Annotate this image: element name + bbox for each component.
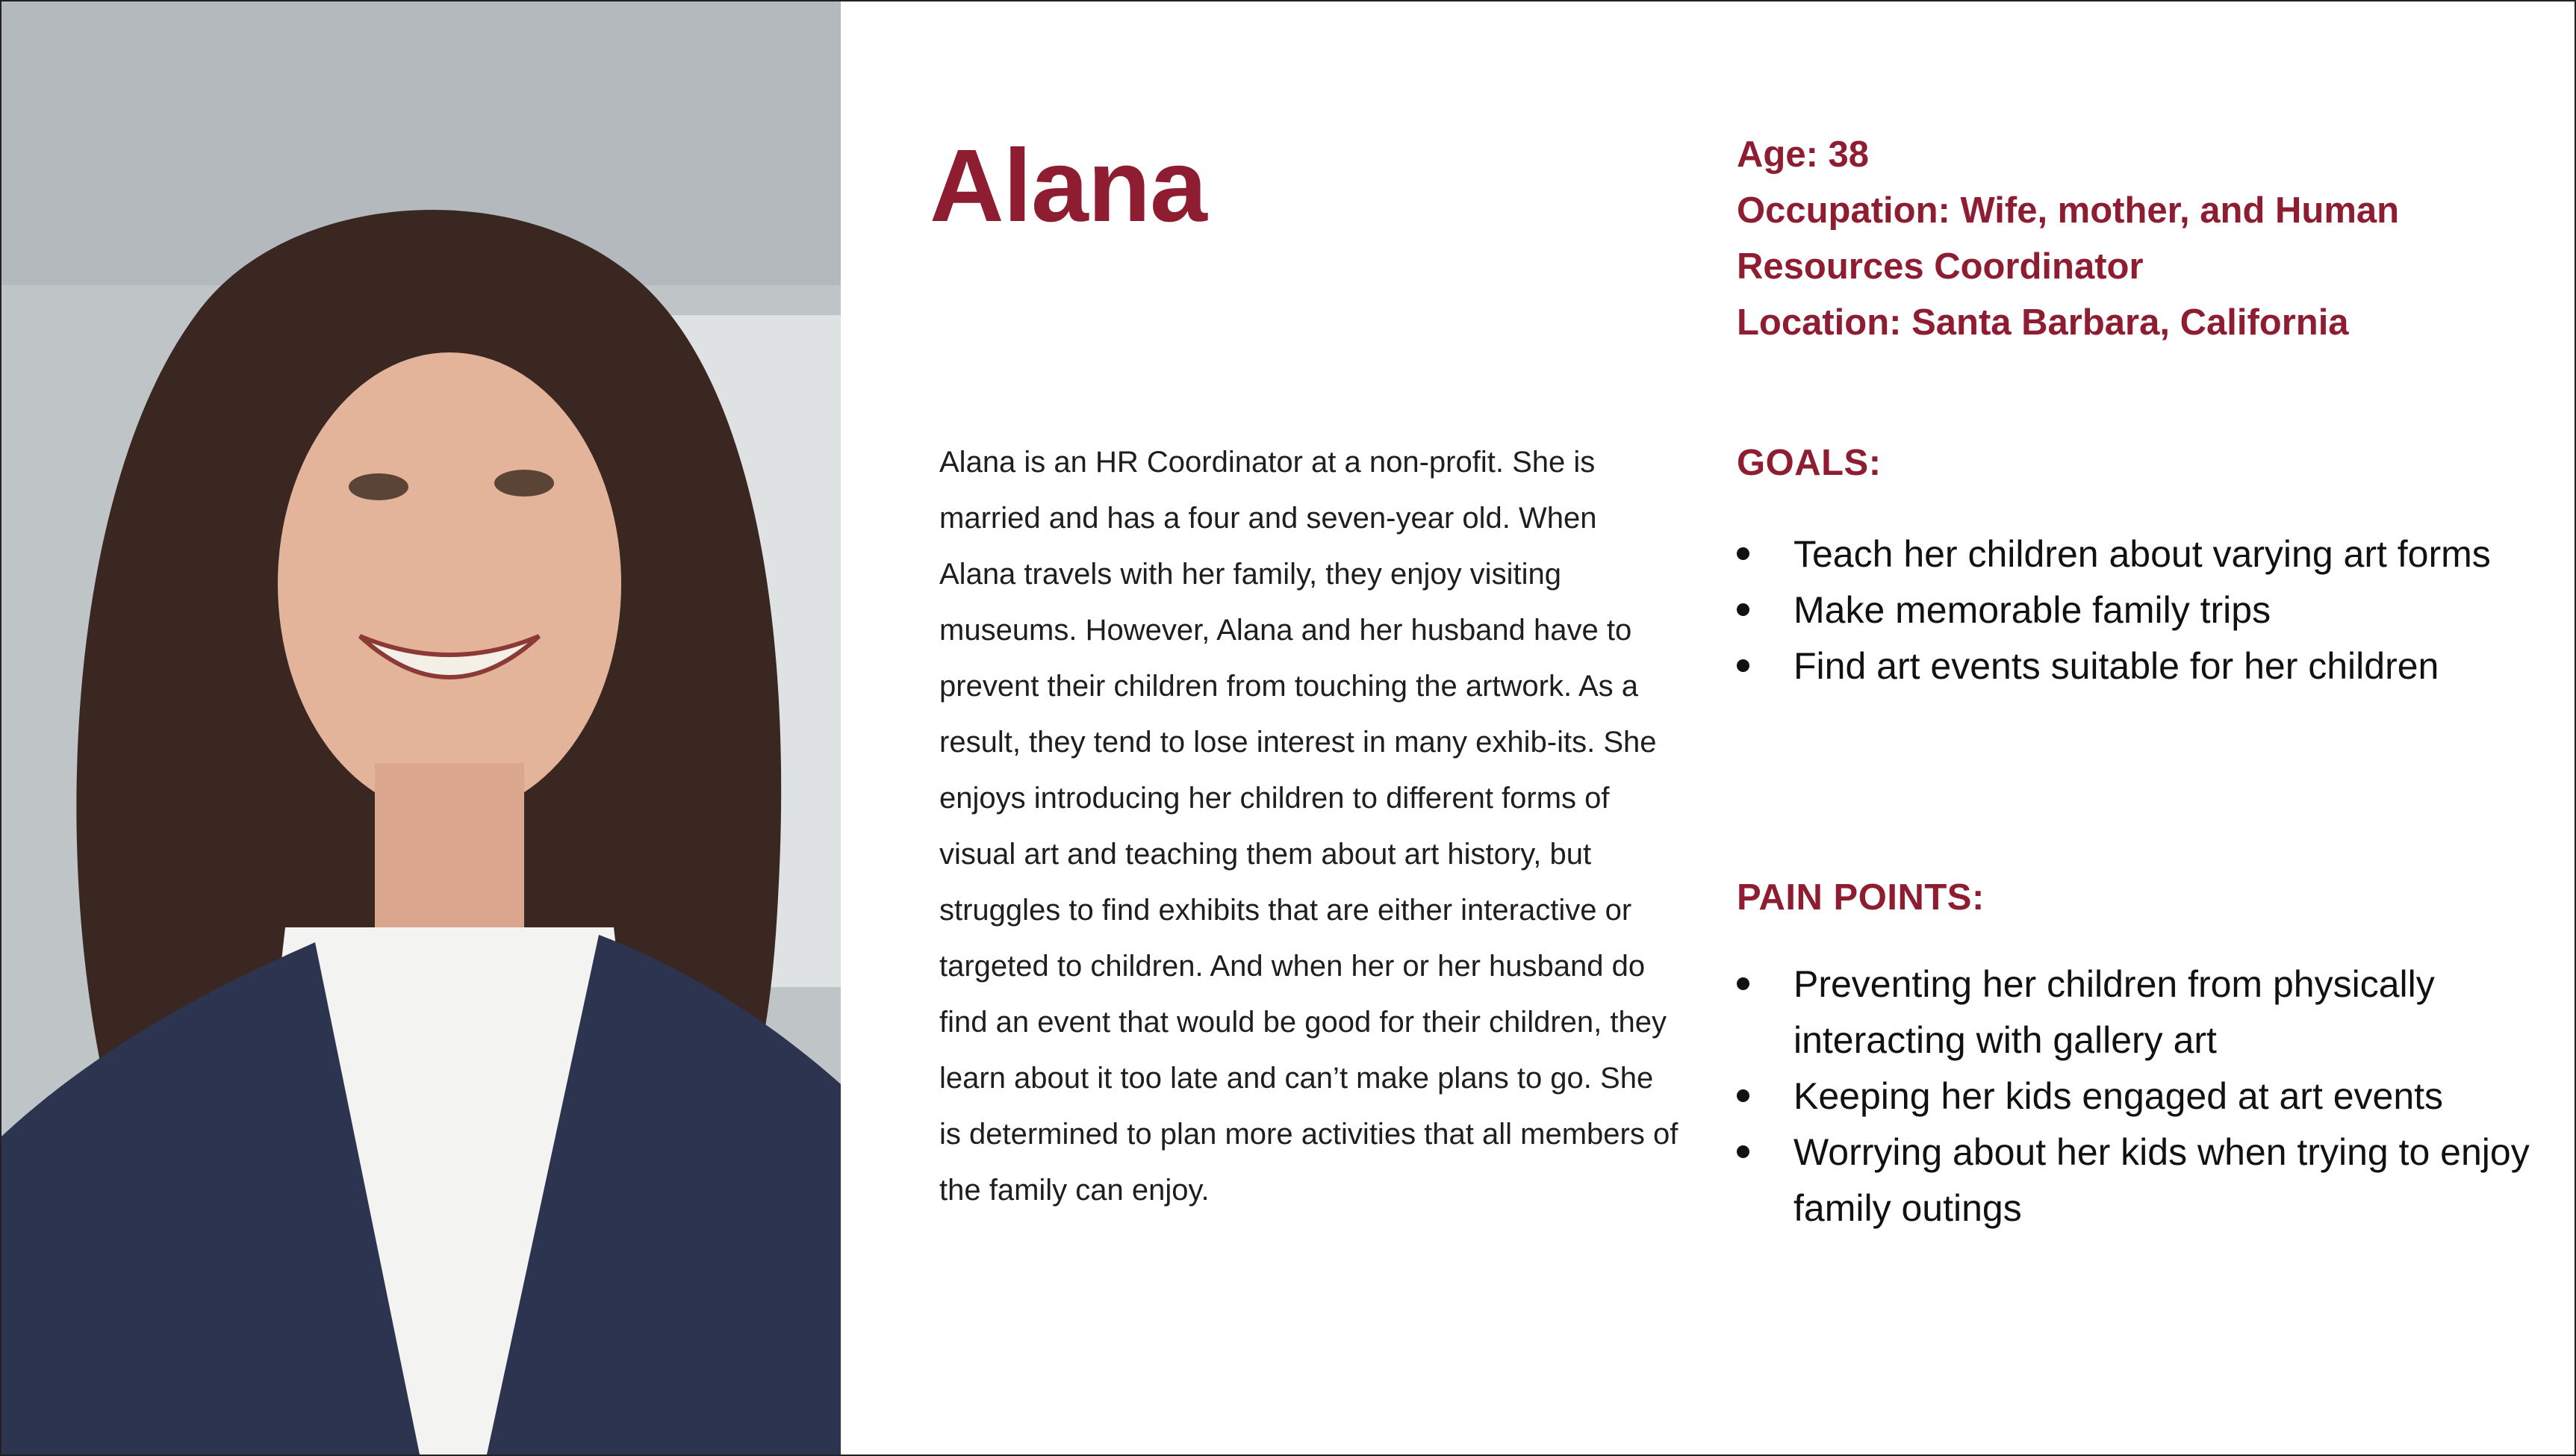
persona-age: Age: 38 xyxy=(1737,134,1870,175)
bullet-icon xyxy=(1737,1089,1749,1102)
bullet-icon xyxy=(1737,547,1749,560)
persona-bio: Alana is an HR Coordinator at a non-profit. She is married and has a four and seven-year old. When Alana travels with her family, they enjoy visiting museums. However, Alana and her husband have to prevent their children from touching the artwork. As a result, they tend to lose interest in many exhib-its. She enjoys introducing her children to different forms of visual art and teaching them about art history, but struggles to find exhibits that are either interactive or targeted to children. And when her or her husband do find an event that would be good for their children, they learn about it too late and can’t make plans to go. She is determined to plan more activities that all members of the family can enjoy. xyxy=(939,446,1679,1207)
goals-list xyxy=(1737,526,2540,694)
goal-item: Find art events suitable for her children xyxy=(1737,638,2540,694)
bullet-icon xyxy=(1737,977,1749,990)
persona-photo xyxy=(1,1,841,1455)
bullet-icon xyxy=(1737,603,1749,616)
persona-name: Alana xyxy=(930,128,1207,243)
portrait-illustration xyxy=(1,1,841,1455)
goals-title: GOALS: xyxy=(1737,443,1882,483)
pain-points-title: PAIN POINTS: xyxy=(1737,877,1985,918)
goal-item: Make memorable family trips xyxy=(1737,582,2540,638)
pain-points-list xyxy=(1737,956,2540,1236)
pain-point-item: Keeping her kids engaged at art events xyxy=(1737,1068,2540,1124)
persona-location: Location: Santa Barbara, California xyxy=(1737,302,2349,343)
goal-item: Teach her children about varying art forms xyxy=(1737,526,2540,582)
persona-info xyxy=(1737,127,2528,351)
pain-point-item: Worrying about her kids when trying to enjoy family outings xyxy=(1737,1124,2540,1236)
pain-point-item: Preventing her children from physically interacting with gallery art xyxy=(1737,956,2540,1068)
bullet-icon xyxy=(1737,659,1749,672)
bullet-icon xyxy=(1737,1145,1749,1158)
persona-occupation: Occupation: Wife, mother, and Human Resources Coordinator xyxy=(1737,190,2400,287)
